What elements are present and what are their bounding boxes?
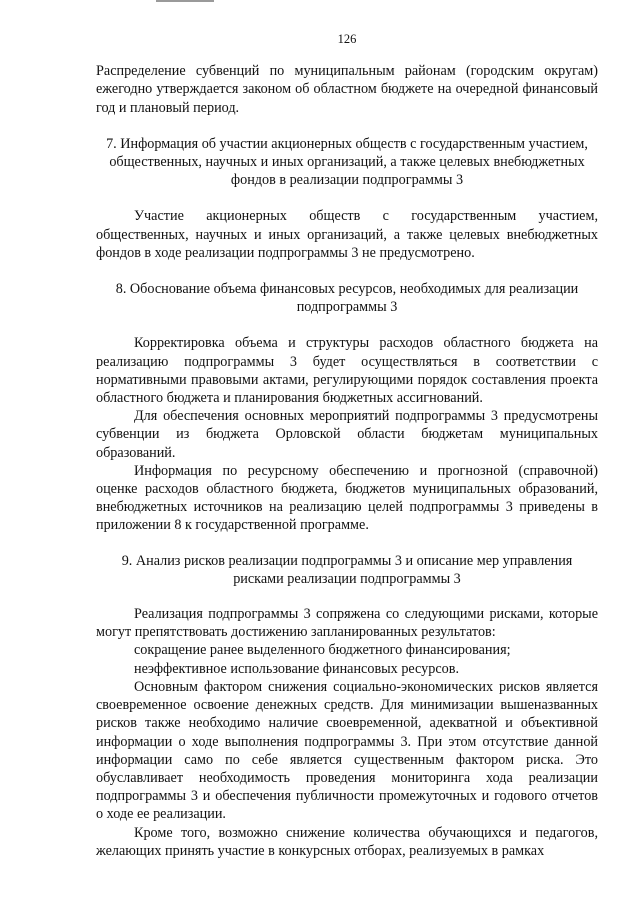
section-7-title: 7. Информация об участии акционерных обществ с государственным участием, общественных, научных и иных организаций, а также целевых внебюджетных фондов в реализации подпрограммы 3: [106, 135, 588, 189]
section-9-list-item-1: сокращение ранее выделенного бюджетного финансирования;: [134, 642, 511, 659]
section-7-paragraph: Участие акционерных обществ с государственным участием, общественных, научных и иных организаций, а также целевых внебюджетных фондов в ходе реализации подпрограммы 3 не предусмотрено.: [96, 208, 598, 261]
intro-paragraph: Распределение субвенций по муниципальным районам (городским округам) ежегодно утверждается законом об областном бюджете на очередной финансовый год и плановый период.: [96, 63, 598, 116]
section-8-paragraph-3: Информация по ресурсному обеспечению и прогнозной (справочной) оценке расходов областного бюджета, бюджетов муниципальных образований, внебюджетных источников на реализацию целей подпрограммы 3 приведены в приложении 8 к государственной программе.: [96, 462, 598, 534]
scan-artifact-line: [156, 0, 214, 2]
section-8-title: 8. Обоснование объема финансовых ресурсов, необходимых для реализации подпрограммы 3: [115, 281, 579, 316]
section-9-list-item-2: неэффективное использование финансовых ресурсов.: [134, 660, 459, 677]
page-number: 126: [337, 32, 357, 46]
section-9-paragraph-1: Реализация подпрограммы 3 сопряжена со следующими рисками, которые могут препятствовать достижению запланированных результатов:: [96, 606, 598, 641]
section-8-paragraph-1: Корректировка объема и структуры расходов областного бюджета на реализацию подпрограммы 3 будет осуществляться в соответствии с нормативными правовыми актами, регулирующими порядок составления проекта областного бюджета и планирования бюджетных ассигнований.: [96, 335, 598, 407]
section-8-paragraph-2: Для обеспечения основных мероприятий подпрограммы 3 предусмотрены субвенции из бюджета Орловской области бюджетам муниципальных образований.: [96, 408, 598, 461]
section-9-paragraph-3: Кроме того, возможно снижение количества обучающихся и педагогов, желающих принять участие в конкурсных отборах, реализуемых в рамках: [96, 824, 598, 859]
section-9-title: 9. Анализ рисков реализации подпрограммы 3 и описание мер управления рисками реализации подпрограммы 3: [121, 552, 573, 587]
document-page: [96, 30, 598, 860]
section-9-paragraph-2: Основным фактором снижения социально-экономических рисков является своевременное освоение денежных средств. Для минимизации вышеназванных рисков также необходимо наличие своевременной, адекватной и объективной информации о ходе выполнения подпрограммы 3. При этом отсутствие данной информации само по себе является существенным фактором риска. Это обуславливает необходимость проведения мониторинга хода реализации подпрограммы 3 и обеспечения публичности промежуточных и годового отчетов о ходе ее реализации.: [96, 678, 598, 823]
